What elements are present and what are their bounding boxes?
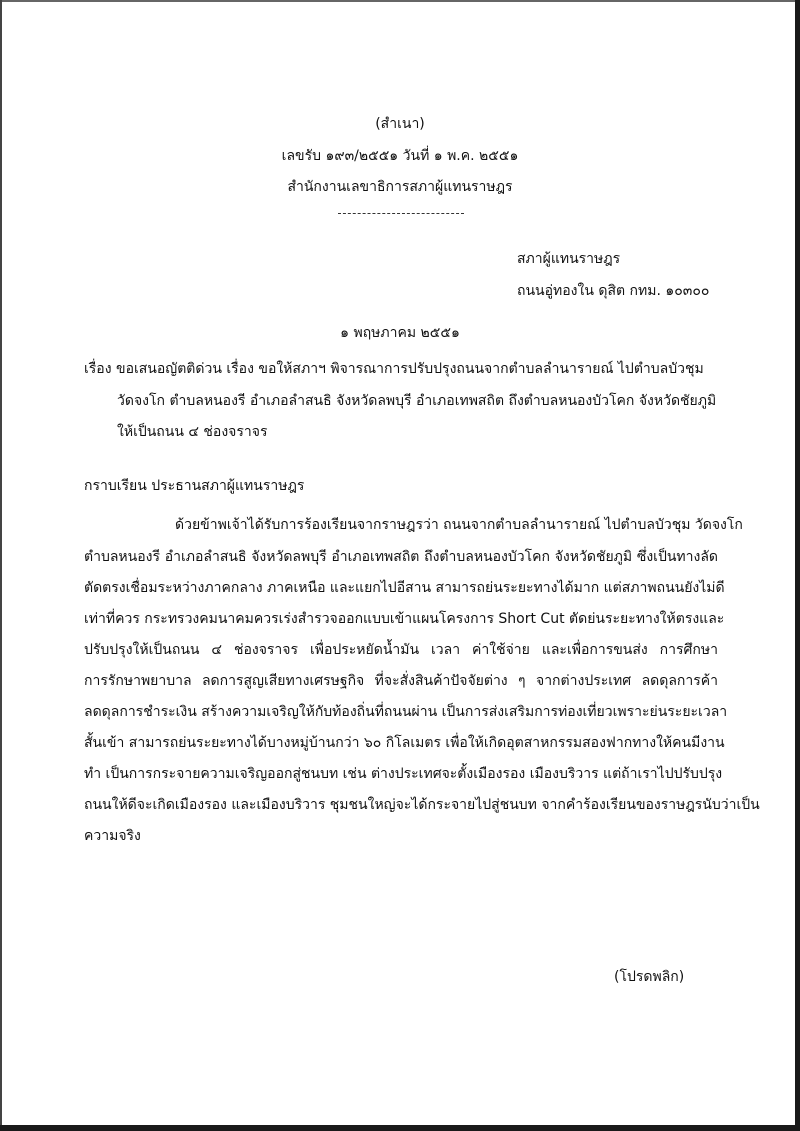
body-line: ถนนให้ดีจะเกิดเมืองรอง และเมืองบริวาร ชุมชนใหญ่จะได้กระจายไปสู่ชนบท จากคำร้องเรียนของราษฎรนับว่าเป็น (84, 797, 760, 813)
receiving-office: สำนักงานเลขาธิการสภาผู้แทนราษฎร (287, 179, 513, 195)
body-line: การรักษาพยาบาล ลดการสูญเสียทางเศรษฐกิจ ที่จะสั่งสินค้าปัจจัยต่าง ๆ จากต่างประเทศ ลดดุลการค้า (84, 673, 718, 689)
body-line: ปรับปรุงให้เป็นถนน ๔ ช่องจราจร เพื่อประหยัดน้ำมัน เวลา ค่าใช้จ่าย และเพื่อการขนส่ง การศึกษา (84, 642, 718, 658)
subject-line1: เรื่อง ขอเสนอญัตติด่วน เรื่อง ขอให้สภาฯ พิจารณาการปรับปรุงถนนจากตำบลลำนารายณ์ ไปตำบลบัวชุม (84, 361, 704, 377)
body-line: สั้นเข้า สามารถย่นระยะทางได้บางหมู่บ้านกว่า ๖๐ กิโลเมตร เพื่อให้เกิดอุตสาหกรรมสองฟากทางให้คนมีงาน (84, 735, 725, 751)
body-line: ด้วยข้าพเจ้าได้รับการร้องเรียนจากราษฎรว่า ถนนจากตำบลลำนารายณ์ ไปตำบลบัวชุม วัดจงโก (175, 517, 743, 533)
body-line: ตำบลหนองรี อำเภอลำสนธิ จังหวัดลพบุรี อำเภอเทพสถิต ถึงตำบลหนองบัวโคก จังหวัดชัยภูมิ ซึ่งเป็นทางลัด (84, 549, 718, 565)
body-line: เท่าที่ควร กระทรวงคมนาคมควรเร่งสำรวจออกแบบเข้าแผนโครงการ Short Cut ตัดย่นระยะทางให้ตรงและ (84, 611, 725, 627)
body-line: ลดดุลการชำระเงิน สร้างความเจริญให้กับท้องถิ่นที่ถนนผ่าน เป็นการส่งเสริมการท่องเที่ยวเพราะย่นระยะเวลา (84, 704, 728, 720)
salutation: กราบเรียน ประธานสภาผู้แทนราษฎร (84, 478, 305, 494)
subject-line3: ให้เป็นถนน ๔ ช่องจราจร (117, 424, 268, 440)
sender-address-line1: สภาผู้แทนราษฎร (517, 251, 621, 267)
body-line: ทำ เป็นการกระจายความเจริญออกสู่ชนบท เช่น ต่างประเทศจะตั้งเมืองรอง เมืองบริวาร แต่ถ้าเราไปปรับปรุง (84, 766, 723, 782)
receipt-number: เลขรับ ๑๙๓/๒๕๕๑ วันที่ ๑ พ.ค. ๒๕๕๑ (281, 148, 519, 164)
scan-edge-top (0, 0, 800, 2)
body-line: ตัดตรงเชื่อมระหว่างภาคกลาง ภาคเหนือ และแยกไปอีสาน สามารถย่นระยะทางได้มาก แต่สภาพถนนยังไม่ดี (84, 580, 725, 596)
scan-edge-left (0, 0, 2, 1131)
scan-edge-bottom (0, 1125, 800, 1131)
header-divider (338, 213, 464, 214)
subject-line2: วัดจงโก ตำบลหนองรี อำเภอลำสนธิ จังหวัดลพบุรี อำเภอเทพสถิต ถึงตำบลหนองบัวโคก จังหวัดชัยภูมิ (117, 393, 717, 409)
scan-edge-right (795, 0, 800, 1131)
turn-over-note: (โปรดพลิก) (614, 969, 685, 985)
copy-mark: (สำเนา) (375, 116, 425, 132)
letter-date: ๑ พฤษภาคม ๒๕๕๑ (340, 325, 460, 341)
body-line: ความจริง (84, 828, 141, 844)
sender-address-line2: ถนนอู่ทองใน ดุสิต กทม. ๑๐๓๐๐ (517, 283, 710, 299)
